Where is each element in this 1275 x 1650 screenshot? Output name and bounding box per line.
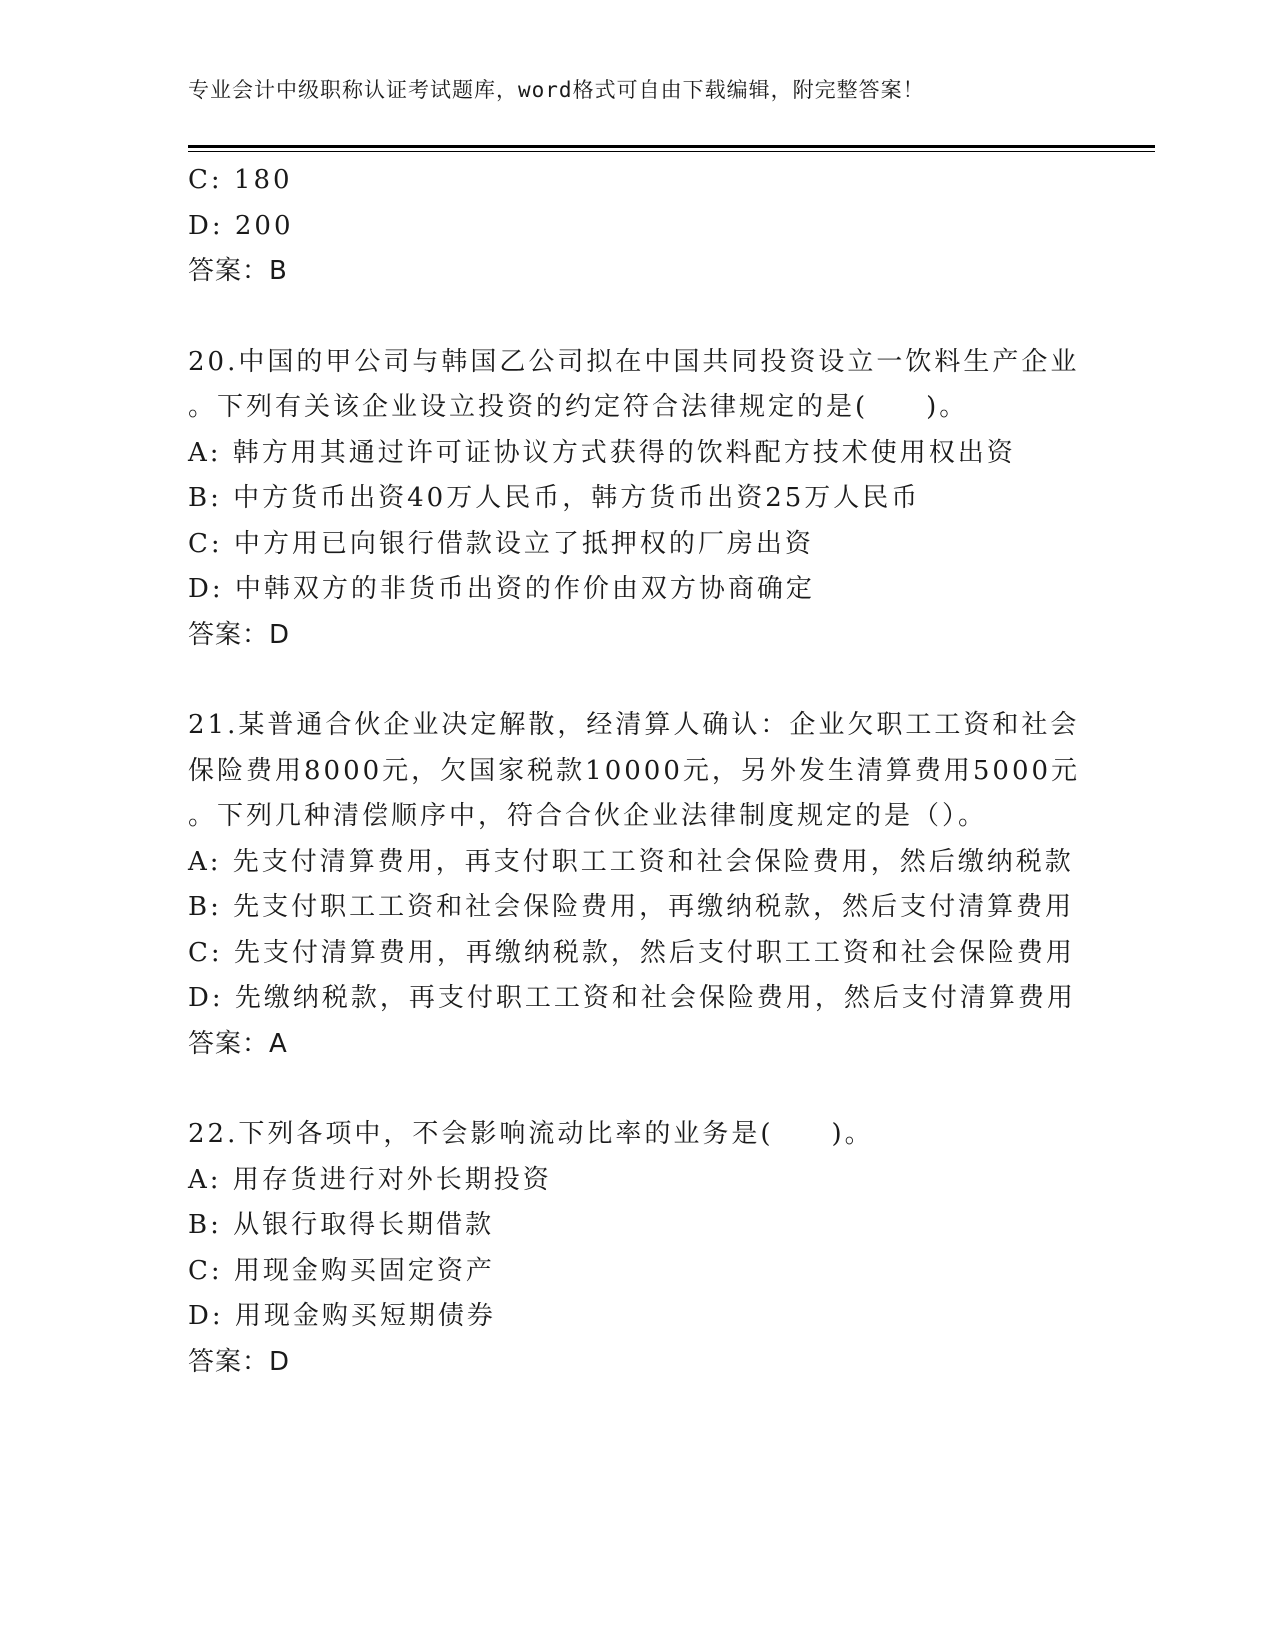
option-c: C: 先支付清算费用，再缴纳税款，然后支付职工工资和社会保险费用 — [188, 937, 1075, 968]
option-d: D: 200 — [188, 210, 294, 241]
header-rule-thick — [188, 145, 1155, 148]
question-stem: 。下列有关该企业设立投资的约定符合法律规定的是( )。 — [188, 392, 969, 422]
question-20 — [188, 340, 1088, 659]
question-stem: 22.下列各项中，不会影响流动比率的业务是( )。 — [188, 1119, 874, 1149]
answer-line: 答案：D — [188, 619, 291, 650]
option-b: B: 从银行取得长期借款 — [188, 1210, 495, 1240]
answer-line: 答案：B — [188, 256, 288, 286]
question-21 — [188, 703, 1088, 1067]
option-a: A: 韩方用其通过许可证协议方式获得的饮料配方技术使用权出资 — [188, 437, 1016, 468]
option-d: D: 先缴纳税款，再支付职工工资和社会保险费用，然后支付清算费用 — [188, 983, 1076, 1013]
question-stem: 20.中国的甲公司与韩国乙公司拟在中国共同投资设立一饮料生产企业 — [188, 346, 1080, 377]
prev-question — [188, 158, 1088, 295]
answer-line: 答案：D — [188, 1346, 291, 1377]
option-a: A: 用存货进行对外长期投资 — [188, 1164, 552, 1195]
page-header: 专业会计中级职称认证考试题库，word格式可自由下载编辑，附完整答案！ — [188, 78, 925, 102]
document-body — [188, 158, 1088, 1385]
option-d: D: 用现金购买短期债券 — [188, 1301, 496, 1331]
question-22 — [188, 1112, 1088, 1385]
option-b: B: 中方货币出资40万人民币，韩方货币出资25万人民币 — [188, 483, 921, 513]
option-d: D: 中韩双方的非货币出资的作价由双方协商确定 — [188, 574, 815, 604]
option-c: C: 用现金购买固定资产 — [188, 1255, 495, 1286]
answer-line: 答案：A — [188, 1028, 288, 1059]
question-stem: 。下列几种清偿顺序中，符合合伙企业法律制度规定的是（）。 — [188, 801, 988, 831]
question-stem: 保险费用8000元，欠国家税款10000元，另外发生清算费用5000元 — [188, 755, 1081, 786]
question-stem: 21.某普通合伙企业决定解散，经清算人确认：企业欠职工工资和社会 — [188, 710, 1080, 740]
option-c: C: 中方用已向银行借款设立了抵押权的厂房出资 — [188, 528, 814, 559]
option-c: C: 180 — [188, 165, 293, 195]
option-a: A: 先支付清算费用，再支付职工工资和社会保险费用，然后缴纳税款 — [188, 846, 1074, 877]
option-b: B: 先支付职工工资和社会保险费用，再缴纳税款，然后支付清算费用 — [188, 892, 1075, 922]
header-rule-thin — [188, 151, 1155, 152]
